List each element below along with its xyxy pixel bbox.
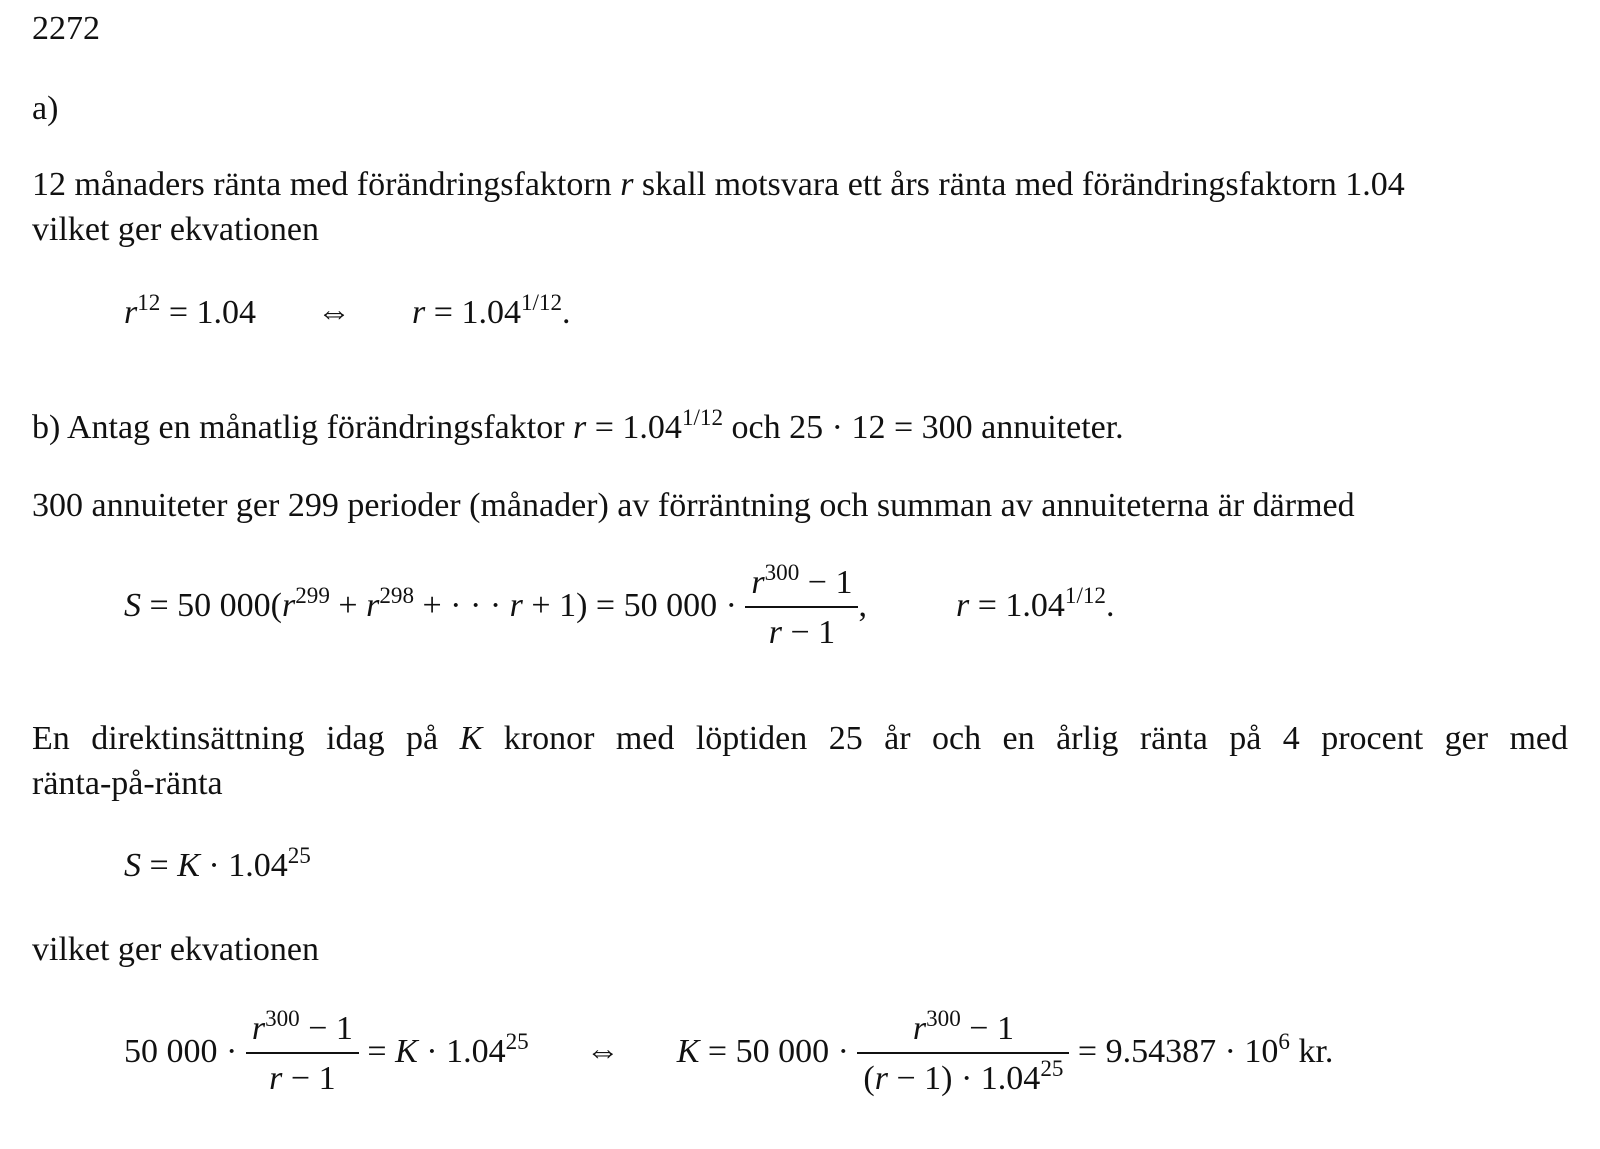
iff-symbol: ⇔: [585, 1032, 620, 1070]
var-S: S: [124, 847, 141, 884]
text: = 1.04: [977, 586, 1065, 624]
text: En direktinsättning idag på: [32, 720, 439, 757]
var: r: [768, 614, 782, 651]
text: − 1: [807, 564, 853, 601]
exponent: 25: [287, 843, 311, 870]
text: =: [367, 1032, 387, 1070]
period: .: [562, 294, 571, 331]
exponent: 25: [505, 1029, 529, 1056]
numerator: [857, 1006, 1069, 1052]
var-K: K: [395, 1032, 418, 1070]
numerator: [246, 1006, 359, 1052]
text: + · · ·: [422, 586, 502, 624]
exponent: 300: [764, 560, 800, 587]
text: · 1.04: [208, 847, 288, 884]
exponent: 299: [295, 583, 330, 610]
vilket-text: vilket ger ekvationen: [32, 931, 320, 968]
sum-paragraph: 300 annuiteter ger 299 perioder (månader) av förräntning och summan av annuiteterna är därmed: [32, 487, 1355, 524]
var: r: [269, 1060, 283, 1097]
var: r: [509, 586, 523, 624]
denominator: [857, 1052, 1069, 1096]
text: − 1: [290, 1060, 336, 1097]
text: = 1.04: [168, 294, 257, 331]
var: r: [955, 586, 970, 624]
s-equation: [124, 843, 311, 884]
exponent: 300: [926, 1006, 961, 1033]
part-a-label: a): [32, 90, 59, 127]
period: .: [1106, 586, 1115, 624]
text: = 9.54387 · 10: [1077, 1032, 1279, 1070]
text: och 25 · 12 = 300 annuiteter.: [731, 409, 1124, 446]
text: = 50 000 ·: [707, 1032, 849, 1070]
exponent: 298: [379, 583, 414, 610]
var: r: [124, 294, 138, 331]
part-a-paragraph-line-2: vilket ger ekvationen: [32, 211, 320, 248]
exponent: 1/12: [681, 405, 724, 432]
fraction: [745, 560, 858, 651]
text: − 1: [790, 614, 836, 651]
var-K: K: [459, 720, 483, 757]
text: =: [149, 847, 169, 884]
text: (: [863, 1060, 875, 1097]
part-a-paragraph-line-1: [32, 168, 1405, 202]
text: − 1: [969, 1010, 1014, 1047]
denominator: [246, 1052, 359, 1096]
direct-paragraph-line-2: ränta-på-ränta: [32, 765, 223, 802]
numerator: [745, 560, 858, 606]
text: · 1.04: [426, 1032, 506, 1070]
variable-r: r: [620, 166, 634, 203]
text: b) Antag en månatlig förändringsfaktor: [32, 409, 565, 446]
text: kronor med löptiden 25 år och en årlig ränta på 4 procent ger med: [503, 720, 1569, 757]
var: r: [573, 409, 587, 446]
equation-a: [124, 290, 571, 331]
var-K: K: [676, 1032, 700, 1070]
text: +: [338, 586, 358, 624]
sum-equation: [124, 560, 1115, 651]
var-K: K: [177, 847, 200, 884]
text: 12 månaders ränta med förändringsfaktorn: [32, 166, 612, 203]
direct-paragraph-line-1: [32, 722, 1568, 756]
text: = 1.04: [594, 409, 682, 446]
var: r: [412, 294, 426, 331]
exponent: 300: [265, 1006, 300, 1033]
text: skall motsvara ett års ränta med förändringsfaktorn 1.04: [641, 166, 1405, 203]
text: = 1.04: [433, 294, 521, 331]
exponent: 25: [1040, 1056, 1064, 1083]
var: r: [282, 586, 296, 624]
final-equation: [124, 1006, 1334, 1097]
unit: kr.: [1298, 1032, 1334, 1070]
exponent: 1/12: [1064, 583, 1106, 610]
var: r: [912, 1010, 927, 1047]
denominator: [745, 606, 858, 650]
part-b-intro: [32, 405, 1124, 446]
var: r: [874, 1060, 888, 1097]
var-S: S: [124, 586, 141, 624]
fraction: [857, 1006, 1069, 1097]
iff-symbol: ⇔: [317, 294, 352, 331]
var: r: [366, 586, 380, 624]
exponent: 6: [1278, 1029, 1290, 1056]
text: − 1) · 1.04: [896, 1060, 1041, 1097]
exponent: 1/12: [520, 290, 563, 317]
fraction: [246, 1006, 359, 1097]
var: r: [251, 1010, 266, 1047]
text: + 1) = 50 000 ·: [531, 586, 737, 624]
exponent: 12: [137, 290, 161, 317]
comma: ,: [858, 586, 867, 624]
text: 50 000 ·: [124, 1032, 238, 1070]
var: r: [751, 564, 765, 601]
text: − 1: [308, 1010, 353, 1047]
problem-number: 2272: [32, 10, 100, 47]
text: = 50 000(: [149, 586, 282, 624]
